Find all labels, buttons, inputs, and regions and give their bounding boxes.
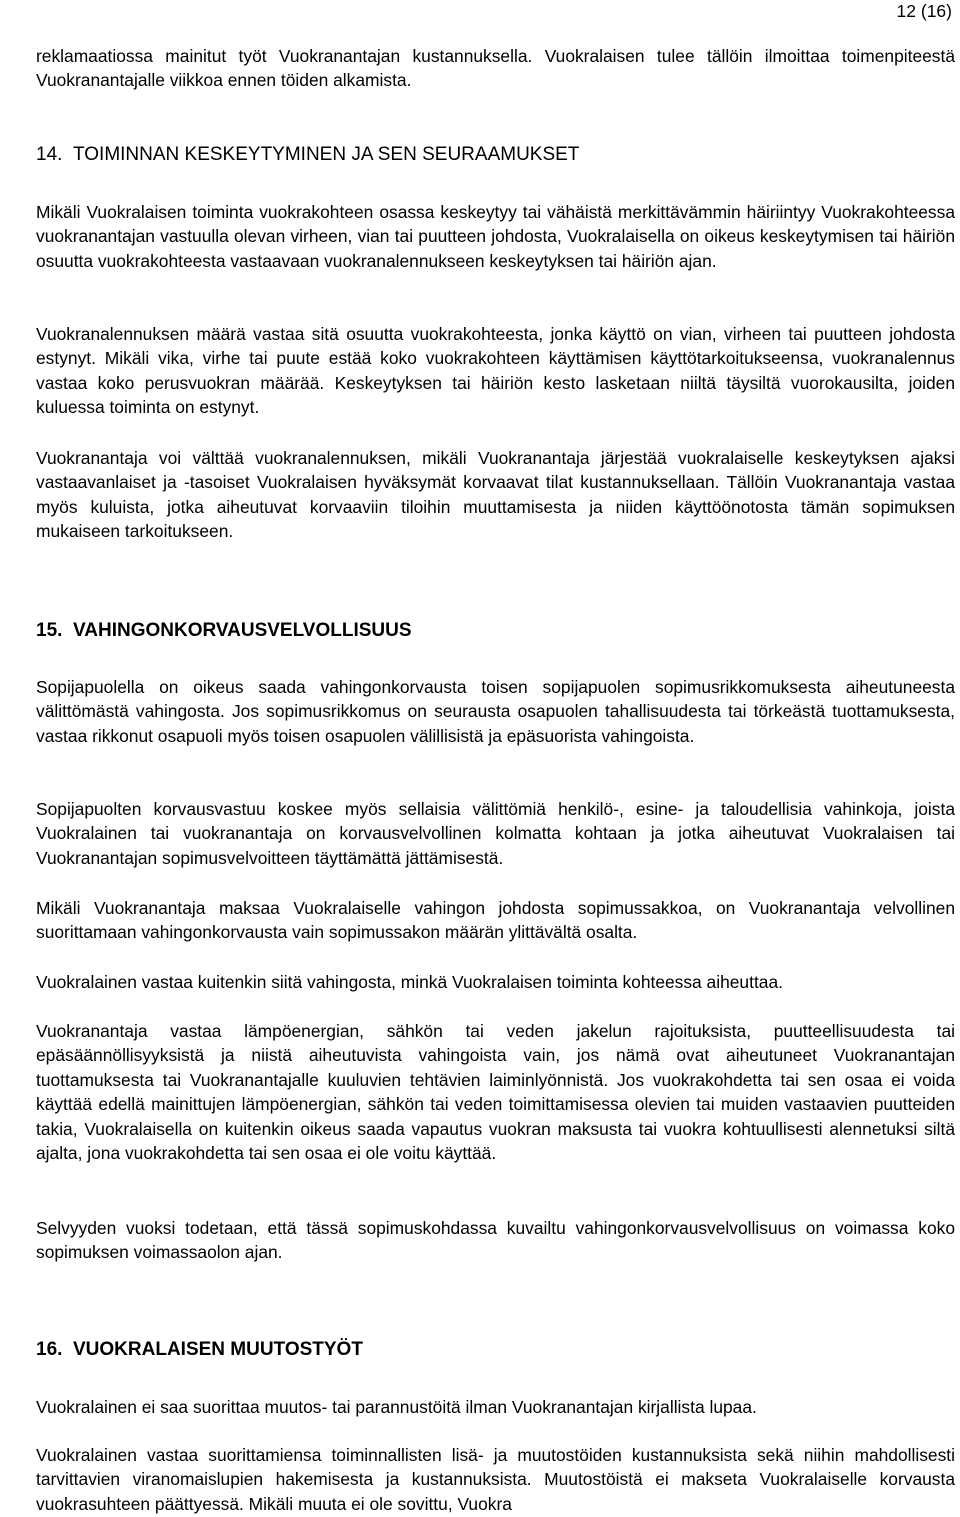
- section-16-paragraph-1: [36, 1395, 955, 1419]
- paragraph: Vuokralainen ei saa suorittaa muutos- tai parannustöitä ilman Vuokranantajan kirjallista lupaa.: [36, 1397, 757, 1417]
- intro-block: [36, 44, 955, 93]
- section-14-paragraph-3: [36, 446, 955, 544]
- paragraph: Vuokranantaja voi välttää vuokranalennuksen, mikäli Vuokranantaja järjestää vuokralaiselle keskeytyksen ajaksi vastaavanlaiset ja -tasoiset Vuokralaisen hyväksymät korvaavat tilat kustannuksellaan. Tällöin Vuokranantaja vastaa myös kuluista, jotka aiheutuvat korvaaviin tiloihin muuttamisesta ja niiden käyttöönotosta tämän sopimuksen mukaiseen tarkoitukseen.: [36, 448, 955, 542]
- section-number: 16.: [36, 1339, 63, 1360]
- section-15-heading: [36, 619, 955, 643]
- paragraph: Vuokranalennuksen määrä vastaa sitä osuutta vuokrakohteesta, jonka käyttö on vian, virheen tai puutteen johdosta estynyt. Mikäli vika, virhe tai puute estää koko vuokrakohteen käyttämisen käyttötarkoitukseensa, vuokranalennus vastaa koko perusvuokran määrää. Keskeytyksen tai häiriön kesto lasketaan niiltä täysiltä vuorokausilta, joiden kuluessa toiminta on estynyt.: [36, 324, 955, 418]
- section-14-heading: [36, 143, 955, 167]
- paragraph: Sopijapuolten korvausvastuu koskee myös sellaisia välittömiä henkilö-, esine- ja taloudellisia vahinkoja, joista Vuokralainen tai vuokranantaja on korvausvelvollinen kolmatta kohtaan ja jotka aiheutuvat Vuokralaisen tai Vuokranantajan sopimusvelvoitteen täyttämättä jättämisestä.: [36, 799, 955, 868]
- paragraph: Vuokralainen vastaa kuitenkin siitä vahingosta, minkä Vuokralaisen toiminta kohteessa aiheuttaa.: [36, 972, 783, 992]
- section-15-paragraph-4: [36, 970, 955, 994]
- section-15-paragraph-3: [36, 896, 955, 945]
- paragraph: Mikäli Vuokranantaja maksaa Vuokralaiselle vahingon johdosta sopimussakkoa, on Vuokranantaja velvollinen suorittamaan vahingonkorvausta vain sopimussakon määrän ylittävältä osalta.: [36, 898, 955, 943]
- section-14-paragraph-1: [36, 200, 955, 273]
- paragraph: Vuokranantaja vastaa lämpöenergian, sähkön tai veden jakelun rajoituksista, puutteellisuudesta tai epäsäännöllisyyksistä ja niistä aiheutuvista vahingoista vain, jos nämä ovat aiheutuneet Vuokranantajan tuottamuksesta tai Vuokranantajalle kuuluvien tehtävien laiminlyönnistä. Jos vuokrakohdetta tai sen osaa ei voida käyttää edellä mainittujen lämpöenergian, sähkön tai veden toimittamisessa olevien tai muiden vastaavien puutteiden takia, Vuokralaisella on kuitenkin oikeus saada vapautus vuokran maksusta tai vuokra kohtuullisesti alennetuksi siltä ajalta, jona vuokrakohdetta tai sen osaa ei ole voitu käyttää.: [36, 1021, 955, 1164]
- paragraph: Vuokralainen vastaa suorittamiensa toiminnallisten lisä- ja muutostöiden kustannuksista sekä niihin mahdollisesti tarvittavien viranomaislupien hakemisesta ja kustannuksista. Muutostöistä ei makseta Vuokralaiselle korvausta vuokrasuhteen päättyessä. Mikäli muuta ei ole sovittu, Vuokra: [36, 1445, 955, 1514]
- section-15-paragraph-6: [36, 1216, 955, 1265]
- section-title: TOIMINNAN KESKEYTYMINEN JA SEN SEURAAMUKSET: [73, 144, 580, 165]
- section-title: VUOKRALAISEN MUUTOSTYÖT: [73, 1339, 363, 1360]
- section-heading: [36, 1338, 955, 1362]
- section-heading: [36, 143, 955, 167]
- section-number: 15.: [36, 620, 63, 641]
- section-16-paragraph-2: [36, 1443, 955, 1516]
- section-16-heading: [36, 1338, 955, 1362]
- section-title: VAHINGONKORVAUSVELVOLLISUUS: [73, 620, 412, 641]
- page-number: 12 (16): [896, 1, 952, 21]
- section-heading: [36, 619, 955, 643]
- paragraph: Mikäli Vuokralaisen toiminta vuokrakohteen osassa keskeytyy tai vähäistä merkittävämmin häiriintyy Vuokrakohteessa vuokranantajan vastuulla olevan virheen, vian tai puutteen johdosta, Vuokralaisella on oikeus keskeytymisen tai häiriön osuutta vuokrakohteesta vastaavaan vuokranalennukseen keskeytyksen tai häiriön ajan.: [36, 202, 955, 271]
- paragraph: reklamaatiossa mainitut työt Vuokranantajan kustannuksella. Vuokralaisen tulee tällöin ilmoittaa toimenpiteestä Vuokranantajalle viikkoa ennen töiden alkamista.: [36, 46, 955, 91]
- paragraph: Sopijapuolella on oikeus saada vahingonkorvausta toisen sopijapuolen sopimusrikkomuksesta aiheutuneesta välittömästä vahingosta. Jos sopimusrikkomus on seurausta osapuolen tahallisuudesta tai törkeästä tuottamuksesta, vastaa rikkonut osapuoli myös toisen osapuolen välillisistä ja epäsuorista vahingoista.: [36, 677, 955, 746]
- paragraph: Selvyyden vuoksi todetaan, että tässä sopimuskohdassa kuvailtu vahingonkorvausvelvollisuus on voimassa koko sopimuksen voimassaolon ajan.: [36, 1218, 955, 1263]
- section-14-paragraph-2: [36, 322, 955, 420]
- section-15-paragraph-2: [36, 797, 955, 870]
- section-15-paragraph-1: [36, 675, 955, 748]
- section-number: 14.: [36, 144, 63, 165]
- section-15-paragraph-5: [36, 1019, 955, 1165]
